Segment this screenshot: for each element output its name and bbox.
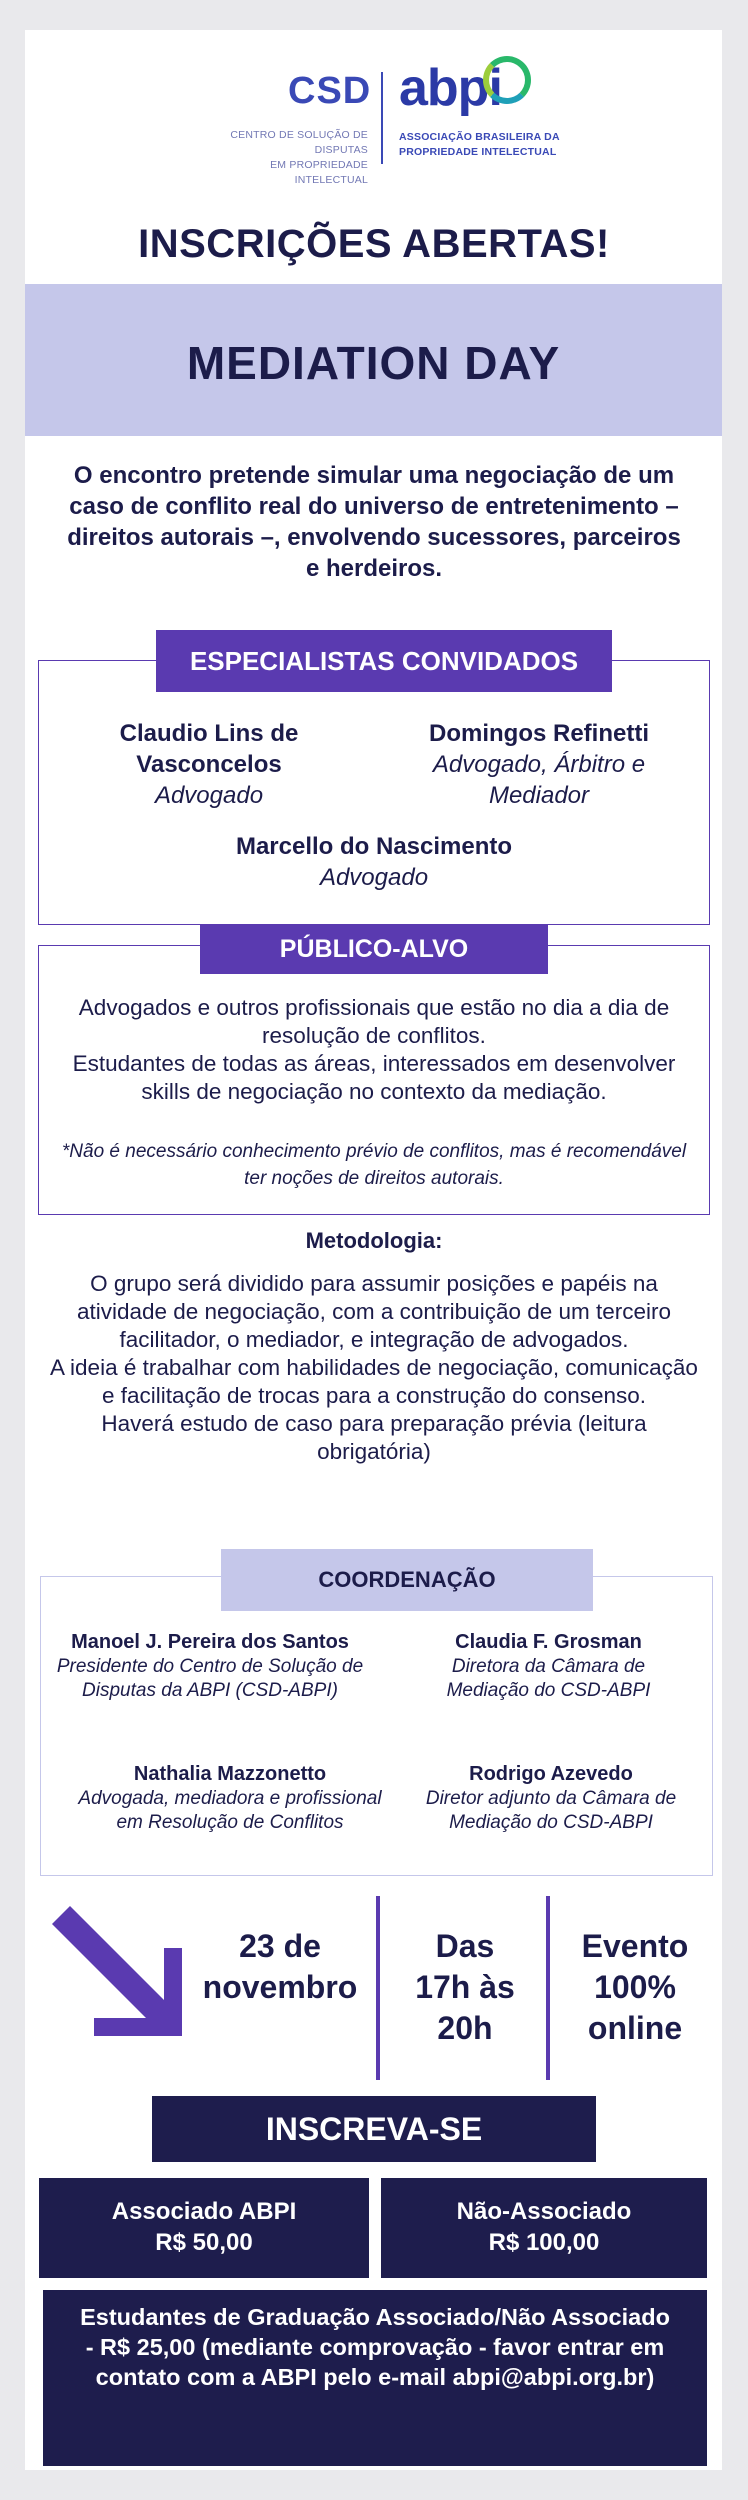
methodology-paragraph-3: Haverá estudo de caso para preparação prévia (leitura obrigatória) — [101, 1411, 647, 1464]
coordinator-2 — [411, 1629, 686, 1703]
event-format — [560, 1926, 710, 2049]
event-divider-2 — [546, 1896, 550, 2080]
specialist-name: Marcello do Nascimento — [235, 833, 513, 860]
methodology-paragraph-1: O grupo será dividido para assumir posições e papéis na atividade de negociação, com a contribuição de um terceiro facilitador, o mediador, e integração de advogados. — [76, 1271, 672, 1352]
specialist-2 — [384, 718, 694, 811]
audience-text — [54, 994, 694, 1106]
event-format-line-1: Evento — [581, 1928, 689, 1964]
specialists-box — [38, 660, 710, 925]
audience-box — [38, 945, 710, 1215]
coordinator-role: Advogada, mediadora e profissional em Resolução de Conflitos — [78, 1788, 382, 1833]
event-title-band — [25, 284, 722, 436]
abpi-subtitle-line-1: ASSOCIAÇÃO BRASILEIRA DA — [399, 131, 560, 143]
coordinator-role: Diretora da Câmara de Mediação do CSD-ABPI — [446, 1656, 651, 1701]
event-format-line-2: 100% — [594, 1969, 676, 2005]
csd-subtitle — [212, 128, 368, 188]
csd-logo: CSD — [288, 70, 372, 112]
coordinator-name: Rodrigo Azevedo — [469, 1763, 633, 1785]
event-time-line-2: 17h às — [415, 1969, 515, 2005]
event-title: MEDIATION DAY — [186, 337, 561, 389]
coordinator-role: Diretor adjunto da Câmara de Mediação do CSD-ABPI — [425, 1788, 677, 1833]
specialist-1 — [59, 718, 359, 811]
coordinator-4 — [401, 1761, 701, 1835]
methodology-paragraph-2: A ideia é trabalhar com habilidades de negociação, comunicação e facilitação de trocas para a construção do consenso. — [50, 1355, 698, 1408]
audience-line-2: Estudantes de todas as áreas, interessados em desenvolver skills de negociação no contexto da mediação. — [72, 1051, 676, 1104]
audience-note: *Não é necessário conhecimento prévio de conflitos, mas é recomendável ter noções de direitos autorais. — [61, 1141, 687, 1189]
nonmember-price: R$ 100,00 — [488, 2229, 600, 2256]
csd-subtitle-line-1: CENTRO DE SOLUÇÃO DE DISPUTAS — [230, 129, 368, 156]
event-time — [392, 1926, 538, 2049]
specialist-3 — [159, 831, 589, 893]
nonmember-label: Não-Associado — [456, 2198, 632, 2225]
abpi-logo: abpi — [399, 59, 502, 117]
abpi-subtitle — [399, 130, 560, 160]
specialist-role: Advogado, Árbitro e Mediador — [432, 751, 646, 809]
event-format-line-3: online — [587, 2010, 683, 2046]
methodology-text — [50, 1270, 698, 1466]
specialist-name: Domingos Refinetti — [429, 720, 649, 747]
specialists-title: ESPECIALISTAS CONVIDADOS — [156, 630, 612, 692]
nonmember-price-box — [381, 2178, 707, 2278]
methodology-title: Metodologia: — [305, 1228, 443, 1253]
specialist-role: Advogado — [154, 782, 264, 809]
coordination-title: COORDENAÇÃO — [221, 1549, 593, 1611]
abpi-subtitle-line-2: PROPRIEDADE INTELECTUAL — [399, 146, 557, 158]
audience-title: PÚBLICO-ALVO — [200, 924, 548, 974]
member-price: R$ 50,00 — [155, 2229, 253, 2256]
coordinator-role: Presidente do Centro de Solução de Disputas da ABPI (CSD-ABPI) — [56, 1656, 364, 1701]
coordinator-name: Nathalia Mazzonetto — [133, 1763, 327, 1785]
header-logos — [0, 52, 748, 186]
coordinator-name: Claudia F. Grosman — [455, 1631, 642, 1653]
specialist-role: Advogado — [319, 864, 429, 891]
event-time-line-1: Das — [435, 1928, 495, 1964]
specialist-name: Claudio Lins de Vasconcelos — [119, 720, 299, 778]
csd-subtitle-line-2: EM PROPRIEDADE INTELECTUAL — [270, 159, 368, 186]
coordinator-name: Manoel J. Pereira dos Santos — [71, 1631, 349, 1653]
headline: INSCRIÇÕES ABERTAS! — [138, 222, 610, 266]
event-time-line-3: 20h — [437, 2010, 493, 2046]
intro-text: O encontro pretende simular uma negociação de um caso de conflito real do universo de entretenimento – direitos autorais –, envolvendo sucessores, parceiros e herdeiros. — [67, 462, 681, 582]
event-date-line-2: novembro — [202, 1969, 358, 2005]
audience-line-1: Advogados e outros profissionais que estão no dia a dia de resolução de conflitos. — [78, 995, 670, 1048]
member-price-box — [39, 2178, 369, 2278]
abpi-ring-icon — [483, 56, 531, 104]
logo-divider — [381, 72, 383, 164]
students-price-box: Estudantes de Graduação Associado/Não Associado - R$ 25,00 (mediante comprovação - favor entrar em contato com a ABPI pelo e-mail abpi@abpi.org.br) — [43, 2290, 707, 2466]
event-date-line-1: 23 de — [239, 1928, 321, 1964]
event-date — [192, 1926, 368, 2008]
coordination-box — [40, 1576, 713, 1876]
coordinator-3 — [75, 1761, 385, 1835]
register-button[interactable]: INSCREVA-SE — [152, 2096, 596, 2162]
arrow-down-right-icon — [52, 1906, 182, 2036]
event-divider-1 — [376, 1896, 380, 2080]
coordinator-1 — [55, 1629, 365, 1703]
member-label: Associado ABPI — [111, 2198, 297, 2225]
